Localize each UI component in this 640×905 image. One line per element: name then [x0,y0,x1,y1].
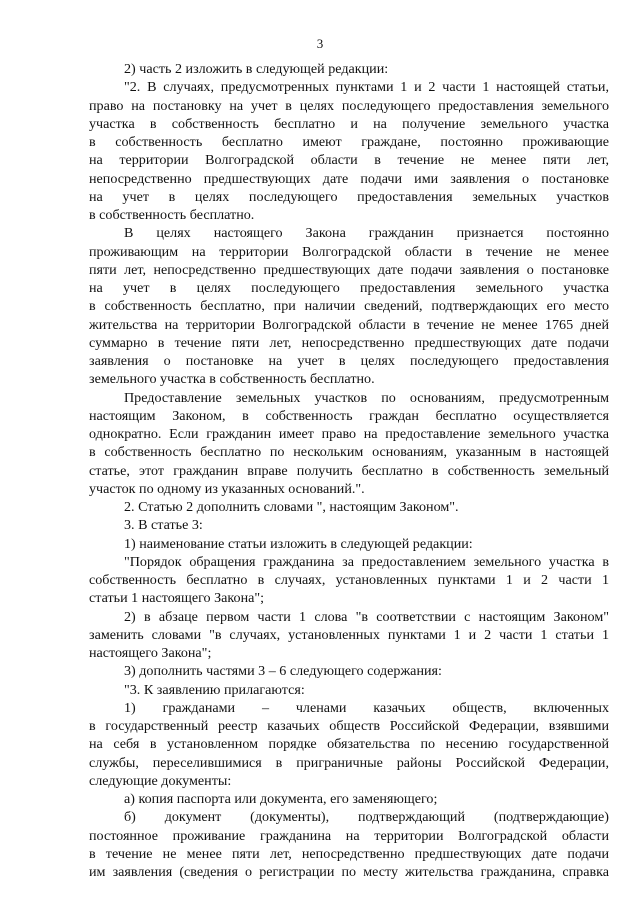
text-line: собственность бесплатно в случаях, установленных пунктами 1 и 2 части 1 [89,572,609,588]
text-line: непосредственно предшествующих дате подачи ими заявления о постановке [89,170,609,187]
text-line: статье, этот гражданин вправе получить бесплатно в собственность земельный [89,462,609,479]
text-line: в собственность бесплатно имеют граждане, постоянно проживающие [89,134,609,150]
text-line: участка в собственность бесплатно и на получение земельного участка [89,115,609,132]
text-line: жительства на территории Волгоградской области в течение не менее 1765 дней [89,316,609,333]
text-line: 2) часть 2 изложить в следующей редакции: [124,61,389,77]
text-line: участок по одному из указанных оснований.". [89,480,365,497]
text-line: на учет в целях последующего предоставления земельных участков [89,188,609,205]
text-line: Предоставление земельных участков по основаниям, предусмотренным [124,389,609,406]
text-line: на территории Волгоградской области в течение не менее пяти лет, [89,152,609,169]
text-line: пяти лет, непосредственно предшествующих дате подачи заявления о постановке [89,261,609,278]
text-line: 1) гражданами – членами казачьих обществ, включенных [124,699,609,716]
text-line: в собственность бесплатно по нескольким основаниям, указанным в настоящей [89,444,609,461]
text-line: постоянное проживание гражданина на территории Волгоградской области [89,827,609,844]
text-line: в собственность бесплатно. [89,207,255,223]
text-line: в собственность бесплатно, при наличии сведений, подтверждающих его место [89,298,609,315]
text-line: проживающим на территории Волгоградской области в течение не менее [89,243,609,260]
text-line: 1) наименование статьи изложить в следующей редакции: [124,535,473,552]
text-line: на себя в установленном порядке обязательства по несению государственной [89,736,609,753]
text-line: заявления о постановке на учет в целях последующего предоставления [89,353,609,369]
text-line: службы, переселившимися в приграничные районы Российской Федерации, [89,754,609,771]
text-line: настоящего Закона"; [89,645,212,661]
text-line: "2. В случаях, предусмотренных пунктами 1 и 2 части 1 настоящей статьи, [124,79,609,96]
text-line: 2) в абзаце первом части 1 слова "в соответствии с настоящим Законом" [124,608,609,625]
text-line: б) документ (документы), подтверждающий (подтверждающие) [124,809,609,826]
text-line: однократно. Если гражданин имеет право на предоставление земельного участка [89,426,609,442]
text-line: 3. В статье 3: [124,517,203,534]
text-line: заменить словами "в случаях, установленных пунктами 1 и 2 части 1 статьи 1 [89,626,609,643]
text-line: на учет в целях последующего предоставления земельного участка [89,280,609,296]
text-line: статьи 1 настоящего Закона"; [89,590,265,607]
text-line: настоящим Законом, в собственность граждан бесплатно осуществляется [89,407,609,424]
document-body [89,60,609,881]
text-line: им заявления (сведения о регистрации по месту жительства гражданина, справка [89,864,609,880]
text-line: В целях настоящего Закона гражданин признается постоянно [124,225,609,242]
text-line: "3. К заявлению прилагаются: [124,681,305,698]
text-line: "Порядок обращения гражданина за предоставлением земельного участка в [124,553,609,570]
text-line: следующие документы: [89,772,232,789]
text-line: в государственный реестр казачьих обществ Российской Федерации, взявшими [89,718,609,734]
text-line: 2. Статью 2 дополнить словами ", настоящим Законом". [124,499,459,515]
text-line: суммарно в течение пяти лет, непосредственно предшествующих дате подачи [89,334,609,351]
page-number: 3 [316,36,324,51]
text-line: земельного участка в собственность бесплатно. [89,371,375,388]
text-line: право на постановку на учет в целях последующего предоставления земельного [89,97,609,114]
text-line: 3) дополнить частями 3 – 6 следующего содержания: [124,663,442,680]
text-line: в течение не менее пяти лет, непосредственно предшествующих дате подачи [89,845,609,862]
text-line: а) копия паспорта или документа, его заменяющего; [124,791,438,807]
